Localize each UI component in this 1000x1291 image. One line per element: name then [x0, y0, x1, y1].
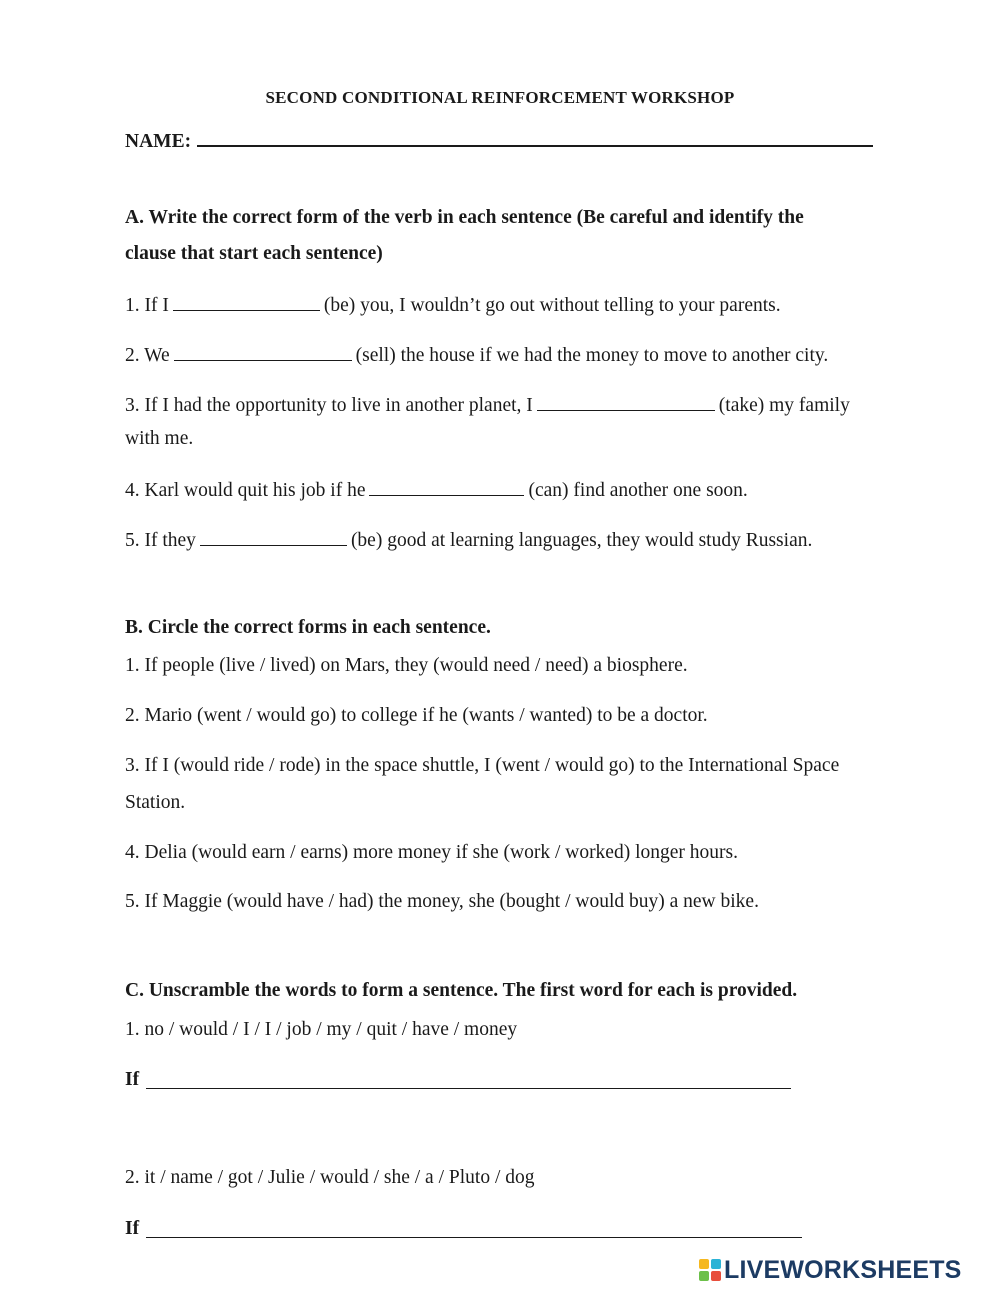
answer-blank-a1[interactable] [173, 292, 320, 311]
section-b-item-1[interactable]: 1. If people (live / lived) on Mars, they (would need / need) a biosphere. [125, 655, 688, 676]
item-text-after: (sell) the house if we had the money to move to another city. [355, 345, 829, 366]
answer-line-c1[interactable] [146, 1088, 791, 1089]
section-b-item-4[interactable]: 4. Delia (would earn / earns) more money if she (work / worked) longer hours. [125, 842, 738, 863]
name-input[interactable] [197, 127, 873, 147]
section-a-item-1 [125, 292, 781, 318]
item-text-before: 1. If I [125, 295, 169, 316]
worksheet-title: SECOND CONDITIONAL REINFORCEMENT WORKSHOP [265, 88, 735, 107]
liveworksheets-logo-icon [698, 1258, 722, 1282]
liveworksheets-logo-text: LIVEWORKSHEETS [724, 1255, 962, 1284]
answer-blank-a3[interactable] [537, 392, 715, 411]
item-text-before: 4. Karl would quit his job if he [125, 480, 366, 501]
liveworksheets-logo [698, 1255, 962, 1285]
section-c-item-1-answer-start: If [125, 1069, 140, 1090]
item-text-before: 3. If I had the opportunity to live in another planet, I [125, 395, 533, 416]
section-a-item-2 [125, 342, 828, 368]
name-label: NAME: [125, 131, 192, 152]
section-a-item-4 [125, 477, 748, 503]
section-c-item-1-words: 1. no / would / I / I / job / my / quit / have / money [125, 1019, 518, 1040]
section-a-heading-line1: A. Write the correct form of the verb in each sentence (Be careful and identify the [125, 207, 804, 228]
section-c-item-2-words: 2. it / name / got / Julie / would / she / a / Pluto / dog [125, 1167, 535, 1188]
answer-blank-a5[interactable] [200, 527, 347, 546]
item-text-after: (be) good at learning languages, they would study Russian. [350, 530, 813, 551]
section-b-item-2[interactable]: 2. Mario (went / would go) to college if he (wants / wanted) to be a doctor. [125, 705, 708, 726]
item-text-before: 2. We [125, 345, 170, 366]
section-a-item-5 [125, 527, 812, 553]
answer-line-c2[interactable] [146, 1237, 802, 1238]
section-c-heading: C. Unscramble the words to form a sentence. The first word for each is provided. [125, 980, 798, 1001]
item-text-after: (can) find another one soon. [528, 480, 748, 501]
section-b-heading: B. Circle the correct forms in each sentence. [125, 617, 491, 638]
section-a-item-3 [125, 392, 850, 418]
section-b-item-3-continuation[interactable]: Station. [125, 792, 186, 813]
section-a-heading-line2: clause that start each sentence) [125, 243, 383, 264]
section-b-item-3[interactable]: 3. If I (would ride / rode) in the space shuttle, I (went / would go) to the International Space [125, 755, 840, 776]
name-row [125, 127, 877, 154]
answer-blank-a2[interactable] [174, 342, 352, 361]
answer-blank-a4[interactable] [369, 477, 524, 496]
item-text-after: (be) you, I wouldn’t go out without telling to your parents. [323, 295, 781, 316]
item-text-after: (take) my family [718, 395, 850, 416]
section-b-item-5[interactable]: 5. If Maggie (would have / had) the money, she (bought / would buy) a new bike. [125, 891, 759, 912]
item-text-before: 5. If they [125, 530, 196, 551]
section-a-item-3-continuation: with me. [125, 428, 194, 449]
section-c-item-2-answer-start: If [125, 1218, 140, 1239]
